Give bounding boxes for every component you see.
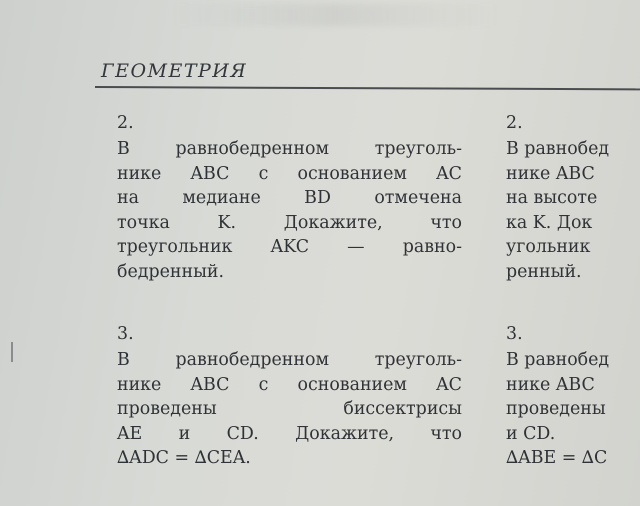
problem-line: нике ABC xyxy=(506,374,595,395)
problem-line: нике ABC xyxy=(506,163,595,184)
problem-line: нике ABC с основанием AC xyxy=(117,163,462,184)
problem-line: проведены биссектрисы xyxy=(117,399,462,419)
problem-3-left xyxy=(117,322,462,471)
margin-mark xyxy=(11,342,13,362)
problem-line: проведены xyxy=(506,399,606,419)
problem-line: ∆ADC = ∆CEA. xyxy=(117,448,251,468)
problem-3-right xyxy=(506,322,640,471)
problem-2-right xyxy=(506,111,640,284)
problem-line: В равнобедренном треуголь- xyxy=(117,350,462,370)
problem-line: на медиане BD отмечена xyxy=(117,188,462,208)
problem-2-left xyxy=(117,111,462,284)
problem-line: бедренный. xyxy=(117,261,225,282)
problem-number: 2. xyxy=(117,113,134,133)
problem-line: В равнобед xyxy=(506,350,610,370)
problem-line: ка K. Док xyxy=(506,212,593,233)
problem-line: нике ABC с основанием AC xyxy=(117,374,462,395)
problem-number: 3. xyxy=(506,324,523,344)
problem-line: AE и CD. Докажите, что xyxy=(117,423,462,444)
bleed-through-text xyxy=(170,4,500,26)
problem-number: 2. xyxy=(506,113,523,133)
problem-number: 3. xyxy=(117,324,134,344)
problem-line: ренный. xyxy=(506,261,582,282)
problem-line: точка K. Докажите, что xyxy=(117,212,462,233)
header-rule xyxy=(95,86,640,90)
section-title: ГЕОМЕТРИЯ xyxy=(101,60,248,82)
problem-line: на высоте xyxy=(506,188,598,208)
problem-line: В равнобед xyxy=(506,139,610,159)
problem-line: ∆ABE = ∆C xyxy=(506,448,608,468)
problem-line: угольник xyxy=(506,237,591,257)
problem-line: В равнобедренном треуголь- xyxy=(117,139,462,159)
problem-line: треугольник AKC — равно- xyxy=(117,237,462,257)
problem-line: и CD. xyxy=(506,423,556,444)
